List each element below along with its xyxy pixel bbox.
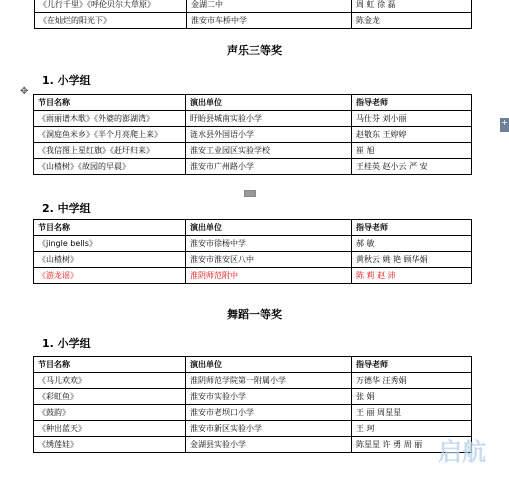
cell: 盱眙县城南实验小学 <box>186 111 352 127</box>
cell: 万德华 汪秀娟 <box>352 373 472 389</box>
table-header-row <box>34 95 472 111</box>
cell: 金湖二中 <box>187 0 352 13</box>
cell: 陈星星 许 勇 周 丽 <box>352 437 472 453</box>
cell: 淮阴师范学院第一附属小学 <box>186 373 352 389</box>
cell: 淮安市老坝口小学 <box>186 405 352 421</box>
table-header-row <box>34 357 472 373</box>
cell: 《山楂树》《故园的早晨》 <box>34 159 186 175</box>
table-row <box>34 252 472 268</box>
column-header: 指导老师 <box>352 220 472 236</box>
cell: 《种出蓝天》 <box>34 421 186 437</box>
cell: 《我信图上星红旗》《赶圩归来》 <box>34 143 186 159</box>
table-move-handle-icon[interactable]: ✥ <box>20 86 29 97</box>
table-row <box>34 421 472 437</box>
top-partial-table <box>34 0 472 29</box>
column-header: 节目名称 <box>34 220 186 236</box>
cell: 《鼓韵》 <box>34 405 186 421</box>
section-title-vocal3: 声乐三等奖 <box>227 44 282 57</box>
cell: 黄秋云 姚 艳 顾华娟 <box>352 252 472 268</box>
cell: 《jingle bells》 <box>34 236 186 252</box>
cell: 《雨丽谱木歌》《外婆的澎湖湾》 <box>34 111 186 127</box>
cell: 淮安市车桥中学 <box>187 13 352 29</box>
column-header: 演出单位 <box>186 95 352 111</box>
vocal3-middle-table <box>33 219 472 284</box>
table-row <box>34 389 472 405</box>
cell: 《彩虹鱼》 <box>34 389 186 405</box>
cell: 淮阴师范附中 <box>186 268 352 284</box>
cell: 《儿行千里》《呼伦贝尔大草原》 <box>35 0 187 13</box>
table-row <box>34 127 472 143</box>
cell: 涟水县外国语小学 <box>186 127 352 143</box>
cell: 淮安市淮安区八中 <box>186 252 352 268</box>
column-header: 指导老师 <box>352 95 472 111</box>
group-heading-primary: 1. 小学组 <box>42 337 91 350</box>
table-row <box>34 143 472 159</box>
cell: 《绣莲娃》 <box>34 437 186 453</box>
column-header: 指导老师 <box>352 357 472 373</box>
dance1-primary-table <box>33 356 472 453</box>
cell: 马仕芬 刘小丽 <box>352 111 472 127</box>
cell: 淮安工业园区实验学校 <box>186 143 352 159</box>
cell: 淮安市实验小学 <box>186 389 352 405</box>
table-header-row <box>34 220 472 236</box>
cell: 淮安市新区实验小学 <box>186 421 352 437</box>
group-heading-primary: 1. 小学组 <box>42 74 91 87</box>
cell: 郝 敏 <box>352 236 472 252</box>
group-heading-middle: 2. 中学组 <box>42 202 91 215</box>
column-header: 演出单位 <box>186 220 352 236</box>
cell: 《游龙谣》 <box>34 268 186 284</box>
cell: 王桂英 赵小云 严 安 <box>352 159 472 175</box>
table-row <box>34 437 472 453</box>
cell: 陈 莉 赵 沛 <box>352 268 472 284</box>
table-row <box>35 0 472 13</box>
cell: 《洞庭鱼米乡》《半个月亮爬上来》 <box>34 127 186 143</box>
table-row <box>34 405 472 421</box>
table-row <box>34 111 472 127</box>
cell: 崔 旭 <box>352 143 472 159</box>
section-title-dance1: 舞蹈一等奖 <box>227 308 282 321</box>
cell: 淮安市徐杨中学 <box>186 236 352 252</box>
table-row-highlighted <box>34 268 472 284</box>
cell: 淮安市广州路小学 <box>186 159 352 175</box>
cell: 金湖县实验小学 <box>186 437 352 453</box>
cell: 《马儿欢欢》 <box>34 373 186 389</box>
row-insert-handle-icon[interactable]: + <box>500 118 509 132</box>
watermark-text: 启航 <box>438 438 486 466</box>
cell: 王 丽 周星星 <box>352 405 472 421</box>
cell: 《在灿烂的阳光下》 <box>35 13 187 29</box>
resize-handle-icon[interactable] <box>244 190 256 197</box>
cell: 张 娟 <box>352 389 472 405</box>
cell: 陈金龙 <box>352 13 472 29</box>
cell: 赵敬东 王婷婷 <box>352 127 472 143</box>
cell: 王 珂 <box>352 421 472 437</box>
vocal3-primary-table[interactable] <box>33 94 472 175</box>
cell: 周 虹 徐 磊 <box>352 0 472 13</box>
column-header: 节目名称 <box>34 95 186 111</box>
watermark-logo <box>438 432 486 467</box>
table-row <box>34 159 472 175</box>
column-header: 演出单位 <box>186 357 352 373</box>
cell: 《山楂树》 <box>34 252 186 268</box>
column-header: 节目名称 <box>34 357 186 373</box>
table-row <box>34 236 472 252</box>
table-row <box>35 13 472 29</box>
table-row <box>34 373 472 389</box>
